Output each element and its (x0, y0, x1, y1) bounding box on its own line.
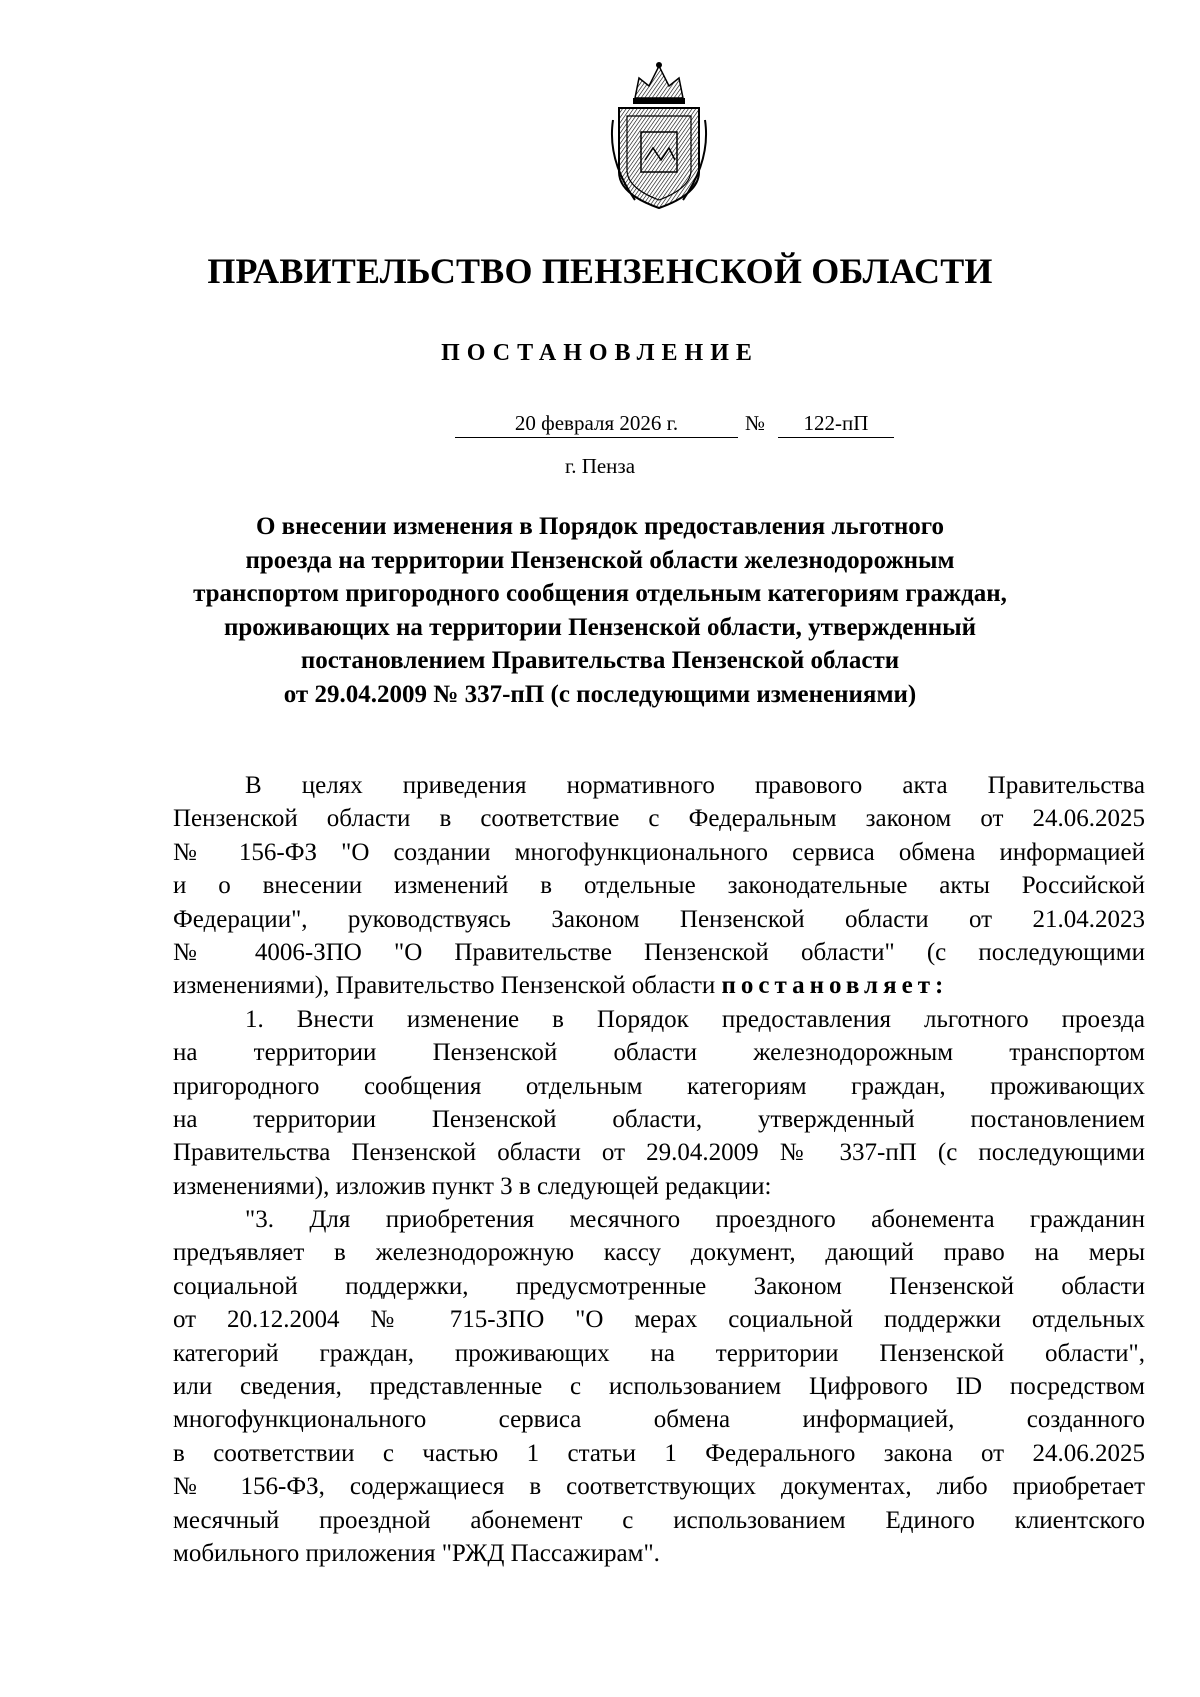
body-line: на территории Пензенской области, утвержденный постановлением (173, 1105, 1145, 1133)
government-title: ПРАВИТЕЛЬСТВО ПЕНЗЕНСКОЙ ОБЛАСТИ (207, 251, 993, 291)
subject-line: проезда на территории Пензенской области железнодорожным (245, 546, 955, 574)
body-line: В целях приведения нормативного правового акта Правительства (245, 772, 1145, 799)
document-subject (150, 510, 1050, 711)
decree-word: постановляет: (721, 972, 949, 1000)
document-number: 122-пП (778, 409, 894, 438)
body-line: или сведения, представленные с использованием Цифрового ID посредством (173, 1373, 1145, 1401)
body-line: № 156-ФЗ "О создании многофункционального сервиса обмена информацией (173, 838, 1145, 866)
body-line-with-decree (173, 969, 1145, 1002)
document-city: г. Пенза (564, 454, 636, 478)
coat-of-arms-emblem (605, 60, 713, 210)
body-line: изменениями), изложив пункт 3 в следующей редакции: (173, 1172, 772, 1200)
body-line: мобильного приложения "РЖД Пассажирам". (173, 1539, 660, 1567)
body-line: 1. Внести изменение в Порядок предоставления льготного проезда (245, 1005, 1145, 1033)
body-line: № 156-ФЗ, содержащиеся в соответствующих документах, либо приобретает (173, 1473, 1145, 1501)
subject-line: О внесении изменения в Порядок предоставления льготного (255, 513, 945, 540)
body-line: Пензенской области в соответствие с Федеральным законом от 24.06.2025 (173, 805, 1145, 833)
body-line: Правительства Пензенской области от 29.04.2009 № 337-пП (с последующими (173, 1139, 1145, 1167)
document-date: 20 февраля 2026 г. (455, 409, 738, 438)
subject-line: проживающих на территории Пензенской области, утвержденный (223, 613, 977, 641)
body-line-text: изменениями), Правительство Пензенской области (173, 972, 716, 1000)
document-type: ПОСТАНОВЛЕНИЕ (441, 340, 759, 366)
body-line: "3. Для приобретения месячного проездного абонемента гражданин (245, 1206, 1145, 1234)
document-body (173, 769, 1145, 1570)
body-line: № 4006-ЗПО "О Правительстве Пензенской области" (с последующими (173, 938, 1145, 966)
body-line: Федерации", руководствуясь Законом Пензенской области от 21.04.2023 (173, 905, 1145, 933)
body-line: многофункционального сервиса обмена информацией, созданного (173, 1406, 1145, 1434)
number-sign: № (745, 411, 766, 435)
body-line: категорий граждан, проживающих на территории Пензенской области", (173, 1339, 1145, 1367)
body-line: предъявляет в железнодорожную кассу документ, дающий право на меры (173, 1239, 1145, 1267)
body-line: социальной поддержки, предусмотренные Законом Пензенской области (173, 1272, 1145, 1300)
subject-line: транспортом пригородного сообщения отдельным категориям граждан, (193, 580, 1007, 607)
subject-line: от 29.04.2009 № 337-пП (с последующими изменениями) (283, 680, 917, 708)
body-line: на территории Пензенской области железнодорожным транспортом (173, 1039, 1145, 1067)
body-line: месячный проездной абонемент с использованием Единого клиентского (173, 1506, 1145, 1534)
body-line: в соответствии с частью 1 статьи 1 Федерального закона от 24.06.2025 (173, 1439, 1145, 1467)
body-line: пригородного сообщения отдельным категориям граждан, проживающих (173, 1072, 1145, 1100)
body-line: и о внесении изменений в отдельные законодательные акты Российской (173, 872, 1145, 900)
subject-line: постановлением Правительства Пензенской области (300, 647, 900, 674)
body-line: от 20.12.2004 № 715-ЗПО "О мерах социальной поддержки отдельных (173, 1306, 1145, 1334)
